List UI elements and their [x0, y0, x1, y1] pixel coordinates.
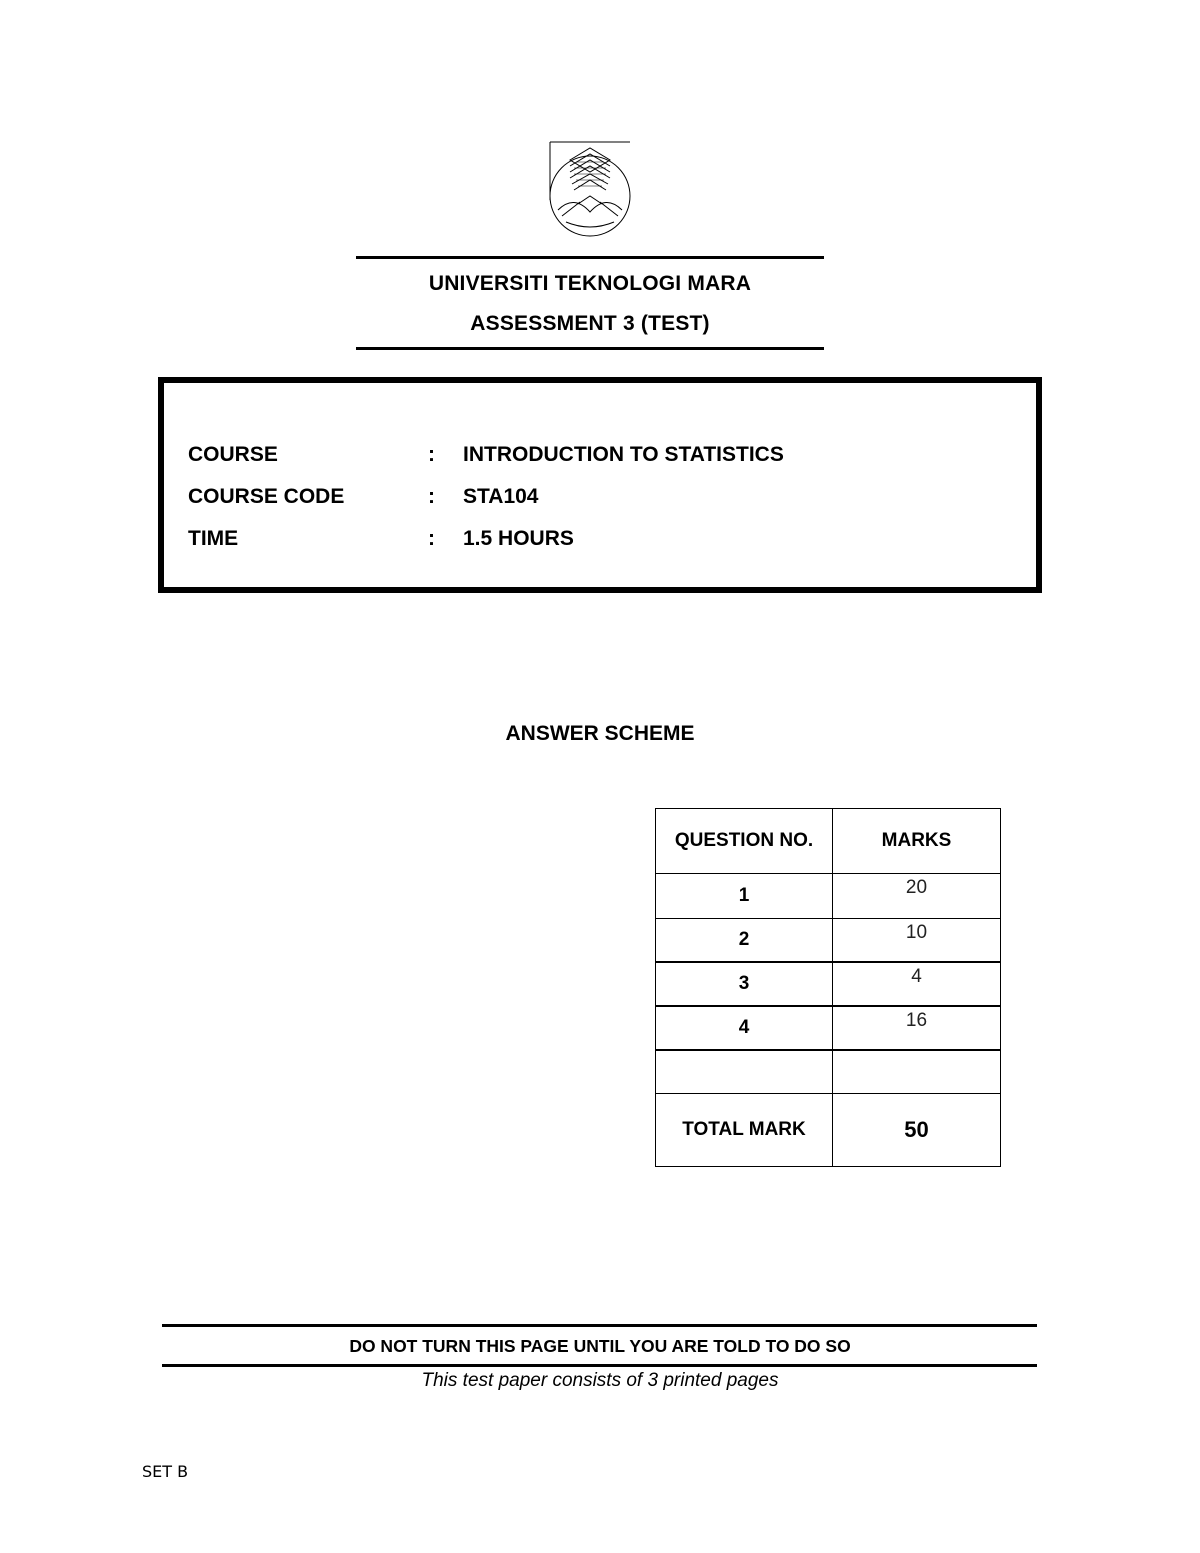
question-marks [833, 1050, 1001, 1094]
do-not-turn-warning: DO NOT TURN THIS PAGE UNTIL YOU ARE TOLD TO DO SO [349, 1336, 851, 1356]
question-marks: 4 [833, 962, 1001, 1006]
time-label: TIME [188, 527, 239, 550]
question-number [656, 1050, 833, 1094]
marks-header: MARKS [833, 809, 1001, 874]
course-code-colon: : [428, 485, 435, 508]
course-code-value: STA104 [463, 485, 539, 508]
footer-top-rule [162, 1324, 1037, 1327]
course-label: COURSE [188, 443, 278, 466]
printed-pages-note: This test paper consists of 3 printed pages [421, 1370, 779, 1391]
question-marks: 20 [833, 874, 1001, 919]
answer-scheme-heading: ANSWER SCHEME [505, 722, 695, 745]
table-row [656, 874, 1001, 919]
course-code-label: COURSE CODE [188, 485, 345, 508]
table-row [656, 1006, 1001, 1050]
set-label: SET B [142, 1462, 189, 1481]
time-colon: : [428, 527, 435, 550]
question-number: 2 [656, 919, 833, 963]
question-number: 3 [656, 962, 833, 1006]
question-number: 4 [656, 1006, 833, 1050]
question-marks: 10 [833, 919, 1001, 963]
course-colon: : [428, 443, 435, 466]
total-row [656, 1094, 1001, 1167]
marks-table-header [656, 809, 1001, 874]
total-mark-label: TOTAL MARK [656, 1094, 833, 1167]
marks-table [655, 808, 1001, 1167]
time-value: 1.5 HOURS [463, 527, 574, 550]
question-number: 1 [656, 874, 833, 919]
assessment-title: ASSESSMENT 3 (TEST) [470, 312, 710, 335]
total-mark-value: 50 [833, 1094, 1001, 1167]
course-value: INTRODUCTION TO STATISTICS [463, 443, 784, 466]
university-name: UNIVERSITI TEKNOLOGI MARA [428, 272, 752, 295]
table-row [656, 919, 1001, 963]
question-no-header: QUESTION NO. [656, 809, 833, 874]
course-info-box [158, 377, 1042, 593]
header-top-rule [356, 256, 824, 259]
table-row [656, 1050, 1001, 1094]
university-logo [548, 140, 632, 244]
header-bottom-rule [356, 347, 824, 350]
table-row [656, 962, 1001, 1006]
question-marks: 16 [833, 1006, 1001, 1050]
footer-bottom-rule [162, 1364, 1037, 1367]
